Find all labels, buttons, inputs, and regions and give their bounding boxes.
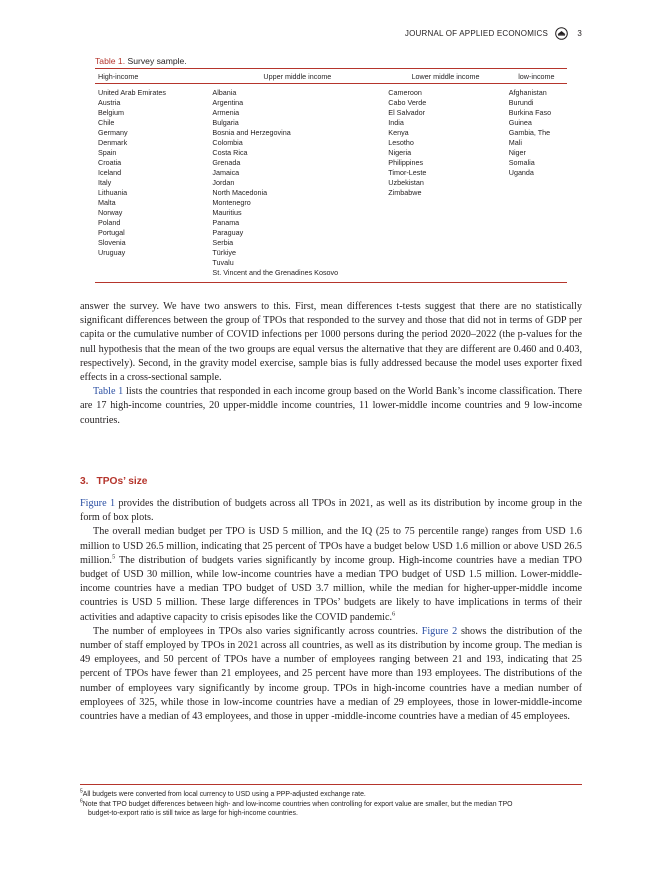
section-heading xyxy=(80,476,147,487)
country-item: India xyxy=(388,118,404,127)
paragraph-table-summary xyxy=(80,385,582,428)
country-item: Zimbabwe xyxy=(388,188,422,197)
column-header-high-income: High-income xyxy=(95,69,209,84)
country-item: Tuvalu xyxy=(212,258,234,267)
country-item: Cabo Verde xyxy=(388,98,427,107)
paragraph-employees xyxy=(80,625,582,724)
section-number: 3. xyxy=(80,476,89,487)
footnote-5 xyxy=(80,790,582,800)
paragraph-budget xyxy=(80,525,582,624)
paragraph-text: The number of employees in TPOs also varies significantly across countries. xyxy=(93,625,422,637)
country-item: Jordan xyxy=(212,178,235,187)
country-item: Grenada xyxy=(212,158,241,167)
table-label: Table 1. xyxy=(95,56,126,66)
high-income-list xyxy=(95,84,209,283)
paragraph-text: lists the countries that responded in each income group based on the World Bank’s income classification. There are 17 high-income countries, 20 upper-middle income countries, 11 lower-middle income countries and 9 low-income countries. xyxy=(80,386,582,426)
country-item: Gambia, The xyxy=(508,128,551,137)
body-upper xyxy=(80,300,582,428)
footnote-6-continuation: budget-to-export ratio is still twice as large for high-income countries. xyxy=(88,810,298,817)
journal-logo-icon xyxy=(555,27,568,40)
country-item: Uganda xyxy=(508,168,534,177)
country-item: Paraguay xyxy=(212,228,244,237)
country-item: Italy xyxy=(98,178,112,187)
country-item: Denmark xyxy=(98,138,128,147)
footnote-text: All budgets were converted from local currency to USD using a PPP-adjusted exchange rate. xyxy=(82,791,366,798)
country-item: Türkiye xyxy=(212,248,236,257)
footnote-number: 5 xyxy=(80,788,83,795)
table-1-link[interactable]: Table 1 xyxy=(93,386,124,398)
country-item: Montenegro xyxy=(212,198,251,207)
paragraph-text: The overall median budget per TPO is USD 5 million, and the IQ (25 to 75 percentile range) ranges from USD 1.6 million to USD 26.5 million, indicating that 25 percent of TPOs have a budget below USD 1.6 million or above USD 26.5 million. xyxy=(80,526,582,566)
low-income-list xyxy=(506,84,567,283)
country-item: Bosnia and Herzegovina xyxy=(212,128,291,137)
paragraph-text: The distribution of budgets varies significantly by income group. High-income countries have a median TPO budget of USD 30 million, while low-income countries have a median TPO budget of USD 1.5 million. Lower-middle-income countries have a median TPO budget of USD 3.7 million, while the median for higher-upper-middle income countries is USD 5 million. These large differences in TPOs’ budgets are likely to have implications in terms of their activities and adaptive capacity to crisis episodes like the COVID pandemic. xyxy=(80,554,582,623)
country-item: Argentina xyxy=(212,98,244,107)
country-item: Portugal xyxy=(98,228,125,237)
country-item: Uruguay xyxy=(98,248,126,257)
section-title: TPOs’ size xyxy=(96,476,148,487)
country-item: Mauritius xyxy=(212,208,242,217)
country-item: Uzbekistan xyxy=(388,178,424,187)
journal-title: JOURNAL OF APPLIED ECONOMICS xyxy=(404,29,548,38)
footnotes xyxy=(80,790,582,819)
country-item: El Salvador xyxy=(388,108,426,117)
country-item: Malta xyxy=(98,198,116,207)
country-item: Poland xyxy=(98,218,121,227)
paragraph-sample-bias: answer the survey. We have two answers to this. First, mean differences t-tests suggest that there are no statistically significant differences between the group of TPOs that responded to the survey and those that did not in terms of GDP per capita or the cumulative number of COVID infections per 1000 persons during the period 2020–2022 (the p-values for the null hypothesis that the mean of the two groups are equal versus the alternative that they are different are 0.460 and 0.403, respectively). Second, in the gravity model exercise, sample bias is fully addressed because the model uses exporter fixed effects in a cross-sectional sample. xyxy=(80,301,582,384)
country-item: Albania xyxy=(212,88,237,97)
footnote-ref-5[interactable]: 5 xyxy=(111,553,116,561)
lower-middle-list xyxy=(385,84,505,283)
country-item: Timor-Leste xyxy=(388,168,427,177)
country-item: Croatia xyxy=(98,158,122,167)
column-header-upper-middle: Upper middle income xyxy=(209,69,385,84)
country-item: Afghanistan xyxy=(508,88,547,97)
survey-sample-table xyxy=(95,68,567,283)
country-item: Germany xyxy=(98,128,128,137)
paragraph-figure1 xyxy=(80,497,582,525)
body-lower xyxy=(80,497,582,724)
country-item: Somalia xyxy=(508,158,535,167)
country-item: Bulgaria xyxy=(212,118,239,127)
country-item: Kenya xyxy=(388,128,409,137)
country-item: Cameroon xyxy=(388,88,422,97)
paragraph-text: provides the distribution of budgets across all TPOs in 2021, as well as its distribution by income group in the form of box plots. xyxy=(80,498,582,524)
country-item: United Arab Emirates xyxy=(98,88,166,97)
table-caption xyxy=(95,56,187,66)
upper-middle-list xyxy=(209,84,385,283)
country-item: Norway xyxy=(98,208,123,217)
country-item: Chile xyxy=(98,118,115,127)
country-item: North Macedonia xyxy=(212,188,268,197)
country-item: St. Vincent and the Grenadines Kosovo xyxy=(212,268,339,277)
country-item: Panama xyxy=(212,218,240,227)
column-header-lower-middle: Lower middle income xyxy=(385,69,505,84)
country-item: Serbia xyxy=(212,238,234,247)
column-header-low-income: low-income xyxy=(506,69,567,84)
footnote-number: 6 xyxy=(80,798,83,805)
country-item: Guinea xyxy=(508,118,532,127)
country-item: Iceland xyxy=(98,168,122,177)
table-caption-text: Survey sample. xyxy=(125,56,187,66)
running-header xyxy=(80,28,582,42)
country-item: Costa Rica xyxy=(212,148,248,157)
footnote-6 xyxy=(80,800,582,810)
table-header-row xyxy=(95,69,567,84)
country-item: Slovenia xyxy=(98,238,126,247)
country-item: Nigeria xyxy=(388,148,412,157)
footnote-divider xyxy=(80,784,582,785)
country-item: Burundi xyxy=(508,98,534,107)
page-number: 3 xyxy=(577,29,582,38)
country-item: Belgium xyxy=(98,108,124,117)
country-item: Lesotho xyxy=(388,138,414,147)
paragraph-text: shows the distribution of the number of staff employed by TPOs in 2021 across all countries, as well as its distribution by income group. The median is 49 employees, and 50 percent of TPOs have a number of employees ranging between 21 and 193, indicating that 25 percent of TPOs have fewer than 21 employees, and 25 percent have more than 193 employees. The distributions of the number of employees vary significantly by income group. TPOs in high-income countries have a median number of employees of 325, while those in low-income countries have a median of 29 employees, those in lower-middle-income countries have a median of 43 employees, and those in upper -middle-income countries have a median of 45 employees. xyxy=(80,625,582,723)
country-item: Niger xyxy=(508,148,526,157)
country-item: Jamaica xyxy=(212,168,240,177)
country-item: Burkina Faso xyxy=(508,108,552,117)
footnote-ref-6[interactable]: 6 xyxy=(392,610,396,618)
figure-1-link[interactable]: Figure 1 xyxy=(80,498,116,509)
figure-2-link[interactable]: Figure 2 xyxy=(421,625,458,637)
country-item: Armenia xyxy=(212,108,240,117)
country-item: Lithuania xyxy=(98,188,128,197)
country-item: Spain xyxy=(98,148,117,157)
country-item: Mali xyxy=(508,138,522,147)
country-item: Philippines xyxy=(388,158,424,167)
table-row xyxy=(95,84,567,283)
footnote-text: Note that TPO budget differences between high- and low-income countries when controlling for export value are smaller, but the median TPO xyxy=(82,800,513,808)
country-item: Austria xyxy=(98,98,121,107)
country-item: Colombia xyxy=(212,138,243,147)
